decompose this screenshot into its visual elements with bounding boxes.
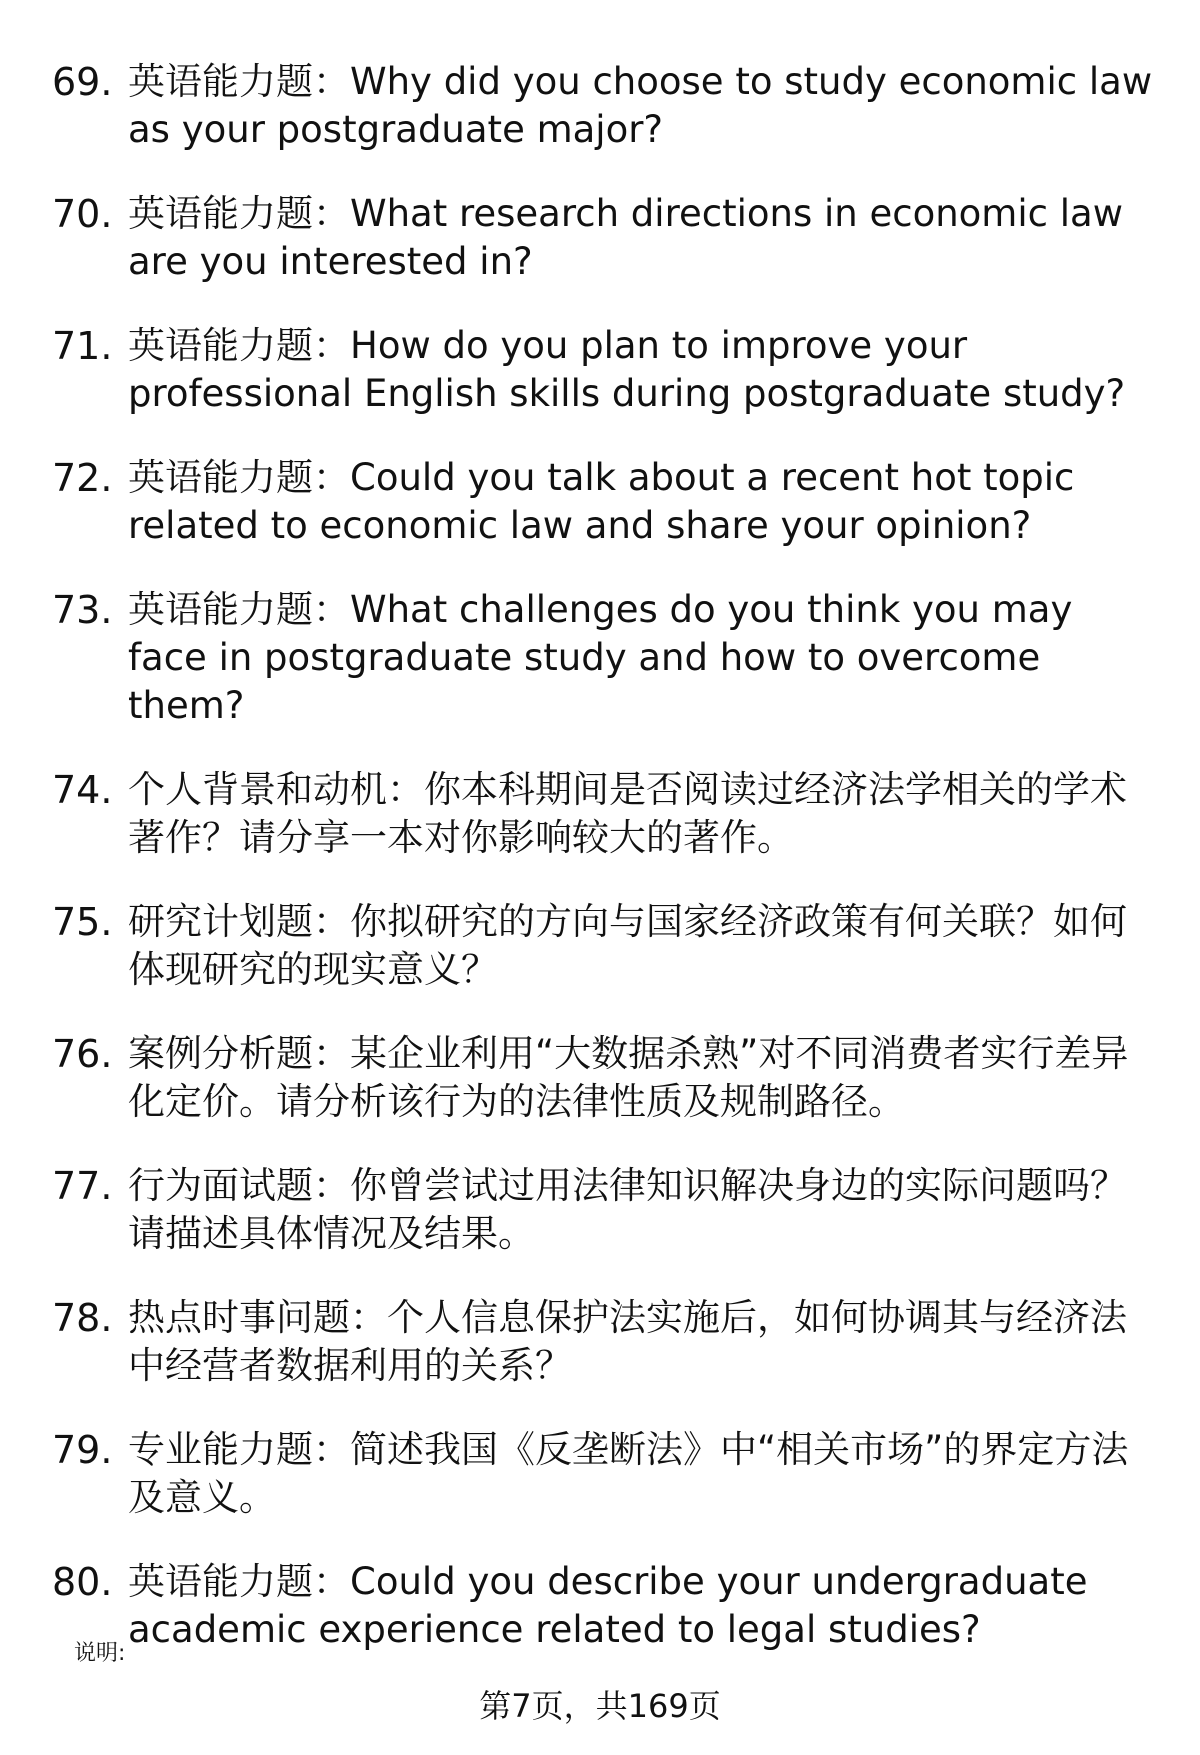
question-number: 79. [52,1428,113,1472]
question-number: 73. [52,588,113,632]
question-list [52,58,1162,1690]
question-number: 70. [52,192,113,236]
question-text: 英语能力题：Could you talk about a recent hot topic related to economic law and share your opinion? [128,456,1075,547]
question-text: 热点时事问题：个人信息保护法实施后，如何协调其与经济法中经营者数据利用的关系？ [128,1296,1127,1387]
question-item [52,1030,1162,1126]
page-footer: 第7页，共169页 [479,1687,721,1725]
question-number: 75. [52,900,113,944]
question-number: 76. [52,1032,113,1076]
question-text: 英语能力题：What research directions in economic law are you interested in? [128,192,1123,283]
question-item [52,190,1162,286]
question-number: 69. [52,60,113,104]
question-item [52,1294,1162,1390]
question-item [52,1426,1162,1522]
question-item [52,1162,1162,1258]
question-number: 80. [52,1560,113,1604]
question-text: 案例分析题：某企业利用“大数据杀熟”对不同消费者实行差异化定价。请分析该行为的法律性质及规制路径。 [128,1032,1129,1123]
question-text: 行为面试题：你曾尝试过用法律知识解决身边的实际问题吗？请描述具体情况及结果。 [128,1164,1127,1255]
question-text: 研究计划题：你拟研究的方向与国家经济政策有何关联？如何体现研究的现实意义？ [128,900,1127,991]
question-text: 专业能力题：简述我国《反垄断法》中“相关市场”的界定方法及意义。 [128,1428,1129,1519]
question-text: 英语能力题：Why did you choose to study economic law as your postgraduate major? [128,60,1153,151]
question-item [52,586,1162,730]
question-item [52,766,1162,862]
question-text: 英语能力题：Could you describe your undergraduate academic experience related to legal studies? [128,1560,1088,1651]
question-number: 77. [52,1164,113,1208]
question-text: 英语能力题：How do you plan to improve your professional English skills during postgraduate study? [128,324,1126,415]
question-text: 个人背景和动机：你本科期间是否阅读过经济法学相关的学术著作？请分享一本对你影响较大的著作。 [128,768,1127,859]
question-number: 74. [52,768,113,812]
question-number: 72. [52,456,113,500]
question-text: 英语能力题：What challenges do you think you may face in postgraduate study and how to overcome them? [128,588,1073,727]
question-number: 78. [52,1296,113,1340]
question-number: 71. [52,324,113,368]
note-label: 说明: [74,1641,126,1666]
question-item [52,322,1162,418]
question-item [52,58,1162,154]
question-item [52,454,1162,550]
question-item [52,1558,1162,1654]
question-item [52,898,1162,994]
